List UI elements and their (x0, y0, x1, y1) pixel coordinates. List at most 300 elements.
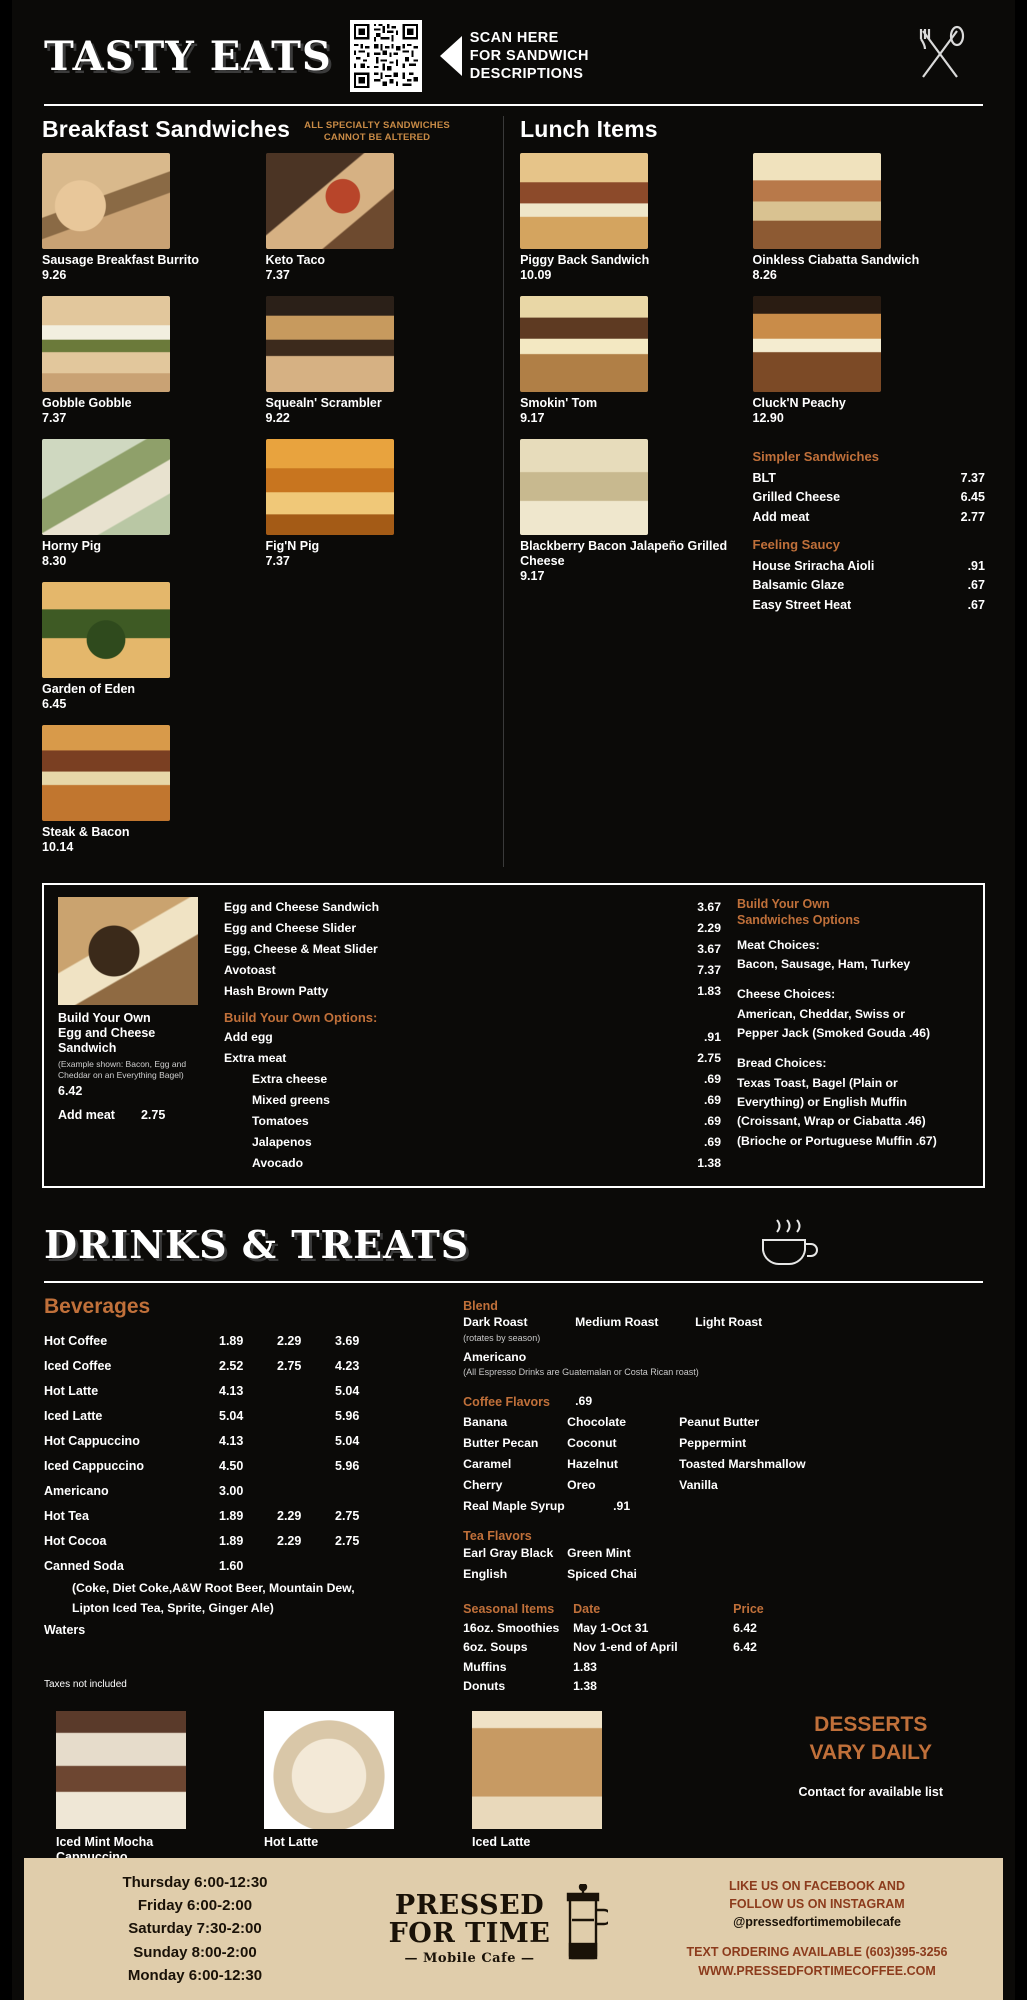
byo-add-meat-label: Add meat (58, 1107, 115, 1122)
maple-row (463, 1496, 983, 1517)
desserts-contact-note: Contact for available list (798, 1785, 943, 1800)
scan-text (470, 29, 589, 83)
waters-label: Waters (44, 1623, 86, 1638)
brand-title: TASTY EATS (44, 32, 332, 80)
menu-item (42, 439, 266, 570)
tea-flavor: English (463, 1566, 508, 1581)
logo-line-2: FOR TIME (388, 1918, 551, 1949)
bread-choices-title: Bread Choices: (737, 1056, 827, 1071)
byo-option-price: 1.38 (697, 1156, 721, 1171)
byo-item-row (224, 897, 721, 918)
bread-choices-line-2: Everything) or English Muffin (737, 1094, 907, 1109)
drinks-columns (34, 1295, 993, 1697)
caption-line-1: Iced Latte (472, 1834, 531, 1849)
byo-option-name: Add egg (224, 1030, 273, 1045)
soda-note-line-1: (Coke, Diet Coke,A&W Root Beer, Mountain Dew, (72, 1581, 355, 1596)
coffee-flavor: Chocolate (567, 1414, 627, 1429)
breakfast-title: Breakfast Sandwiches (42, 116, 291, 142)
americano-row (463, 1348, 983, 1368)
drink-photo-card (264, 1711, 394, 1851)
byo-item-row (224, 981, 721, 1002)
blend-title: Blend (463, 1299, 498, 1314)
item-photo (266, 296, 394, 392)
soda-note-line-2: Lipton Iced Tea, Sprite, Ginger Ale) (72, 1600, 274, 1615)
beverage-price-1: 5.04 (219, 1409, 244, 1424)
item-price: 6.45 (42, 696, 67, 711)
qr-code[interactable] (350, 20, 422, 92)
blend-row (463, 1313, 983, 1333)
seasonal-date: 1.83 (573, 1659, 597, 1674)
beverage-price-1: 1.89 (219, 1509, 244, 1524)
simpler-price: 6.45 (960, 490, 985, 505)
tea-flavors-title: Tea Flavors (463, 1528, 532, 1543)
cheese-choices-line-2: Pepper Jack (Smoked Gouda .46) (737, 1025, 931, 1040)
byo-right-title (737, 897, 969, 928)
item-name: Oinkless Ciabatta Sandwich (752, 253, 920, 267)
bread-choices-line-3: (Croissant, Wrap or Ciabatta .46) (737, 1114, 926, 1129)
beverage-row (44, 1554, 447, 1579)
caption-line-1: Hot Latte (264, 1834, 319, 1849)
coffee-flavor-row (463, 1433, 983, 1454)
menu-item (520, 296, 752, 427)
item-photo (42, 153, 170, 249)
seasonal-header-price: Price (733, 1601, 764, 1616)
hours-line: Thursday 6:00-12:30 (122, 1873, 268, 1891)
americano-sub: (All Espresso Drinks are Guatemalan or Costa Rican roast) (463, 1367, 699, 1378)
beverage-row (44, 1354, 447, 1379)
build-your-own-box (42, 883, 985, 1188)
beverage-price-3: 2.75 (335, 1509, 360, 1524)
bread-choices-line-4: (Brioche or Portuguese Muffin .67) (737, 1133, 937, 1148)
beverage-name: Canned Soda (44, 1559, 124, 1574)
french-press-icon (560, 1884, 608, 1975)
byo-option-name: Avocado (252, 1156, 304, 1171)
seasonal-date: Nov 1-end of April (573, 1640, 678, 1655)
specialty-note (304, 120, 450, 143)
byo-photo-title-line-1: Build Your Own (58, 1011, 151, 1026)
beverage-price-3: 2.75 (335, 1534, 360, 1549)
beverage-name: Hot Cocoa (44, 1534, 107, 1549)
coffee-cup-icon (749, 1214, 823, 1275)
beverage-price-2 (277, 1379, 335, 1404)
desserts-line-2: VARY DAILY (809, 1741, 933, 1765)
simpler-label: Grilled Cheese (752, 490, 841, 505)
blend-light: Light Roast (695, 1315, 763, 1330)
menu-item (520, 153, 752, 284)
byo-photo-title (58, 1011, 208, 1056)
beverage-row (44, 1479, 447, 1504)
menu-board (12, 0, 1015, 2000)
menu-item (266, 296, 490, 427)
hours-line: Saturday 7:30-2:00 (128, 1920, 262, 1938)
menu-columns (34, 116, 993, 867)
beverage-name: Americano (44, 1484, 109, 1499)
desserts-line-1: DESSERTS (814, 1712, 928, 1736)
drinks-title: DRINKS & TREATS (44, 1222, 470, 1268)
seasonal-row (463, 1677, 983, 1697)
item-price: 8.30 (42, 554, 67, 568)
meat-choices-body: Bacon, Sausage, Ham, Turkey (737, 956, 911, 971)
beverage-price-2 (277, 1404, 335, 1429)
byo-item-price: 3.67 (697, 900, 721, 915)
cheese-choices-line-1: American, Cheddar, Swiss or (737, 1006, 905, 1021)
item-name: Keto Taco (265, 253, 326, 267)
menu-item (520, 439, 752, 615)
item-photo (520, 296, 648, 392)
cafe-logo (340, 1884, 657, 1975)
logo-line-3: — Mobile Cafe — (404, 1951, 535, 1967)
byo-item-price: 7.37 (697, 963, 721, 978)
menu-item (42, 582, 266, 713)
logo-line-1: PRESSED (394, 1889, 545, 1921)
website[interactable]: WWW.PRESSEDFORTIMECOFFEE.COM (698, 1964, 936, 1979)
beverage-row (44, 1529, 447, 1554)
byo-right-title-line-2: Sandwiches Options (737, 913, 860, 927)
scan-line-2: FOR SANDWICH (469, 47, 589, 64)
coffee-flavor: Toasted Marshmallow (679, 1456, 806, 1471)
byo-item-name: Hash Brown Patty (224, 984, 329, 999)
saucy-row (753, 596, 985, 615)
byo-item-row (224, 918, 721, 939)
drink-photo-caption (472, 1835, 602, 1851)
byo-options-title: Build Your Own Options: (224, 1010, 378, 1026)
item-name: Sausage Breakfast Burrito (42, 253, 200, 267)
item-price: 10.09 (520, 268, 552, 283)
byo-photo-block (58, 897, 208, 1174)
beverage-name: Hot Cappuccino (44, 1434, 140, 1449)
coffee-flavor: Hazelnut (567, 1456, 618, 1471)
fork-spoon-icon (909, 23, 971, 90)
byo-option-name: Extra cheese (252, 1072, 328, 1087)
item-photo (42, 439, 170, 535)
beverage-row (44, 1329, 447, 1354)
byo-photo-price: 6.42 (58, 1083, 83, 1098)
menu-item (266, 582, 490, 713)
item-price: 9.26 (42, 268, 67, 283)
taxes-note: Taxes not included (44, 1679, 127, 1691)
seasonal-row (463, 1658, 983, 1678)
item-price: 9.17 (520, 569, 545, 584)
saucy-row (753, 576, 985, 595)
byo-item-name: Egg and Cheese Sandwich (224, 900, 380, 915)
beverage-price-3: 5.04 (335, 1434, 360, 1449)
byo-photo-title-line-3: Sandwich (58, 1041, 117, 1056)
byo-item-row (224, 960, 721, 981)
coffee-flavor: Caramel (463, 1456, 512, 1471)
seasonal-item: 16oz. Smoothies (463, 1620, 560, 1635)
beverage-price-3 (335, 1479, 393, 1504)
beverage-row (44, 1618, 447, 1643)
beverage-price-3: 5.04 (335, 1384, 360, 1399)
blend-dark: Dark Roast (463, 1315, 528, 1330)
byo-option-price: .69 (704, 1093, 721, 1108)
coffee-flavor-row (463, 1475, 983, 1496)
item-price: 7.37 (42, 411, 67, 426)
item-photo (520, 439, 648, 535)
blend-sub: (rotates by season) (463, 1332, 541, 1343)
beverage-name: Iced Cappuccino (44, 1459, 145, 1474)
byo-item-row (224, 939, 721, 960)
saucy-label: Balsamic Glaze (752, 578, 845, 593)
item-price: 7.37 (265, 268, 290, 283)
feeling-saucy-title: Feeling Saucy (752, 536, 840, 552)
beverages-column (44, 1295, 457, 1697)
tea-flavor-row (463, 1564, 983, 1585)
byo-option-price: .69 (704, 1072, 721, 1087)
desserts-note-block (799, 1711, 983, 1800)
byo-item-price: 3.67 (697, 942, 721, 957)
byo-option-row (224, 1090, 721, 1111)
byo-item-name: Avotoast (224, 963, 276, 978)
menu-item (42, 296, 266, 427)
coffee-flavor: Coconut (567, 1435, 617, 1450)
beverage-name: Iced Coffee (44, 1359, 112, 1374)
seasonal-item: Donuts (463, 1679, 506, 1694)
simpler-label: BLT (752, 470, 776, 485)
seasonal-header-row (463, 1599, 983, 1619)
beverage-price-3 (335, 1554, 393, 1579)
byo-photo (58, 897, 198, 1005)
dessert-photos (34, 1697, 993, 1866)
saucy-price: .67 (967, 597, 985, 612)
seasonal-item: Muffins (463, 1659, 507, 1674)
item-price: 9.22 (265, 411, 290, 426)
byo-option-price: .91 (704, 1030, 721, 1045)
seasonal-price: 6.42 (733, 1620, 757, 1635)
simpler-row (753, 508, 985, 527)
menu-item (753, 296, 985, 427)
byo-item-name: Egg, Cheese & Meat Slider (224, 942, 378, 957)
item-photo (42, 582, 170, 678)
social-block (657, 1877, 977, 1981)
byo-add-meat-price: 2.75 (140, 1107, 166, 1122)
hours-line: Friday 6:00-2:00 (137, 1897, 253, 1915)
beverage-price-3: 3.69 (335, 1334, 360, 1349)
menu-item (753, 153, 985, 284)
maple-label: Real Maple Syrup (463, 1498, 565, 1513)
item-name: Piggy Back Sandwich (520, 253, 650, 267)
item-name: Horny Pig (42, 538, 102, 553)
drink-photo (472, 1711, 602, 1829)
saucy-label: Easy Street Heat (752, 597, 852, 612)
beverage-row (44, 1454, 447, 1479)
scan-line-1: SCAN HERE (469, 29, 559, 46)
menu-item (42, 153, 266, 284)
tea-flavor: Spiced Chai (567, 1566, 637, 1581)
byo-option-name: Tomatoes (252, 1114, 309, 1129)
beverage-price-1: 3.00 (219, 1484, 244, 1499)
item-photo (753, 296, 881, 392)
item-name: Garden of Eden (42, 681, 136, 696)
drink-photo-card (472, 1711, 602, 1851)
item-name: Smokin' Tom (520, 395, 598, 410)
tea-flavor: Green Mint (567, 1545, 631, 1560)
beverage-price-2: 2.29 (277, 1534, 302, 1549)
item-photo (42, 725, 170, 821)
byo-right-title-line-1: Build Your Own (737, 897, 830, 912)
coffee-flavor: Vanilla (679, 1477, 718, 1492)
beverage-price-1: 2.52 (219, 1359, 244, 1374)
bread-choices-line-1: Texas Toast, Bagel (Plain or (737, 1075, 898, 1090)
byo-option-price: 2.75 (697, 1051, 721, 1066)
menu-item (266, 439, 490, 570)
beverage-price-2 (277, 1429, 335, 1454)
byo-option-name: Extra meat (224, 1051, 287, 1066)
seasonal-header-item: Seasonal Items (463, 1601, 555, 1616)
drink-photo (56, 1711, 186, 1829)
byo-option-price: .69 (704, 1114, 721, 1129)
lunch-items (520, 153, 985, 627)
footer (24, 1858, 1003, 2000)
simpler-row (753, 488, 985, 507)
seasonal-row (463, 1638, 983, 1658)
beverage-price-2 (277, 1554, 335, 1579)
drink-photo-card (56, 1711, 186, 1866)
byo-option-row (224, 1027, 721, 1048)
text-ordering[interactable]: TEXT ORDERING AVAILABLE (603)395-3256 (686, 1945, 948, 1960)
beverage-price-3: 5.96 (335, 1459, 360, 1474)
item-name: Blackberry Bacon Jalapeño Grilled Cheese (520, 538, 728, 568)
beverage-price-2 (277, 1479, 335, 1504)
seasonal-row (463, 1619, 983, 1639)
coffee-flavor: Banana (463, 1414, 508, 1429)
coffee-flavor: Peanut Butter (679, 1414, 760, 1429)
item-photo (753, 153, 881, 249)
byo-choices-block (737, 897, 969, 1174)
byo-option-row (224, 1048, 721, 1069)
menu-item (42, 725, 266, 856)
drinks-header (44, 1214, 983, 1275)
tea-flavor-row (463, 1543, 983, 1564)
item-photo (266, 153, 394, 249)
byo-option-row (224, 1132, 721, 1153)
byo-add-meat-row (58, 1108, 208, 1122)
beverage-price-2: 2.29 (277, 1334, 302, 1349)
header (34, 14, 993, 102)
beverage-row (44, 1504, 447, 1529)
item-photo (266, 439, 394, 535)
tea-flavor: Earl Gray Black (463, 1545, 554, 1560)
byo-option-row (224, 1069, 721, 1090)
header-divider (44, 104, 983, 106)
beverages-title: Beverages (44, 1295, 151, 1319)
hours-block (50, 1871, 340, 1987)
coffee-flavors-title: Coffee Flavors (463, 1394, 550, 1409)
social-line-1: LIKE US ON FACEBOOK AND (729, 1879, 905, 1894)
saucy-row (753, 557, 985, 576)
scan-line-3: DESCRIPTIONS (469, 66, 584, 83)
beverage-name: Hot Tea (44, 1509, 89, 1524)
item-price: 12.90 (752, 411, 784, 426)
item-name: Fig'N Pig (265, 538, 320, 553)
beverage-price-2: 2.75 (277, 1359, 302, 1374)
drinks-details-column (457, 1295, 983, 1697)
beverage-price-1: 4.13 (219, 1384, 244, 1399)
lunch-title: Lunch Items (520, 116, 658, 142)
beverage-row (44, 1379, 447, 1404)
breakfast-column (42, 116, 504, 867)
scan-callout (440, 29, 589, 83)
logo-text (388, 1889, 551, 1967)
coffee-flavor: Oreo (567, 1477, 596, 1492)
specialty-note-line-2: CANNOT BE ALTERED (323, 131, 431, 143)
coffee-flavors-price: .69 (575, 1393, 593, 1408)
coffee-flavor-row (463, 1412, 983, 1433)
meat-choices-title: Meat Choices: (737, 937, 820, 952)
specialty-note-line-1: ALL SPECIALTY SANDWICHES (304, 120, 450, 132)
maple-price: .91 (613, 1498, 631, 1513)
seasonal-date: May 1-Oct 31 (573, 1620, 649, 1635)
menu-item (266, 153, 490, 284)
byo-item-price: 2.29 (697, 921, 721, 936)
drink-photo (264, 1711, 394, 1829)
seasonal-item: 6oz. Soups (463, 1640, 528, 1655)
blend-medium: Medium Roast (575, 1315, 659, 1330)
byo-item-name: Egg and Cheese Slider (224, 921, 357, 936)
item-photo (520, 153, 648, 249)
lunch-title-row (520, 116, 985, 143)
byo-option-row (224, 1153, 721, 1174)
drinks-divider (44, 1281, 983, 1283)
simpler-row (753, 469, 985, 488)
byo-option-name: Jalapenos (252, 1135, 312, 1150)
item-price: 10.14 (42, 839, 74, 854)
beverage-name: Iced Latte (44, 1409, 103, 1424)
byo-photo-subtitle: (Example shown: Bacon, Egg and Cheddar on an Everything Bagel) (58, 1059, 187, 1080)
social-handle[interactable]: @pressedfortimemobilecafe (733, 1915, 901, 1930)
item-name: Steak & Bacon (42, 824, 130, 839)
beverage-price-3: 5.96 (335, 1409, 360, 1424)
lunch-column (504, 116, 985, 867)
lunch-lists (753, 439, 985, 615)
item-price: 9.17 (520, 411, 545, 426)
seasonal-header-date: Date (573, 1601, 601, 1616)
seasonal-date: 1.38 (573, 1679, 597, 1694)
americano-label: Americano (463, 1349, 527, 1364)
byo-photo-title-line-2: Egg and Cheese (58, 1026, 156, 1041)
caption-line-1: Iced Mint Mocha (56, 1834, 154, 1849)
item-name: Squealn' Scrambler (265, 395, 382, 410)
beverage-price-1: 4.13 (219, 1434, 244, 1449)
coffee-flavor: Peppermint (679, 1435, 747, 1450)
cheese-choices-title: Cheese Choices: (737, 987, 836, 1002)
beverage-price-2 (277, 1454, 335, 1479)
saucy-price: .67 (967, 578, 985, 593)
arrow-left-icon (440, 36, 462, 76)
byo-option-price: .69 (704, 1135, 721, 1150)
beverage-price-1: 1.60 (219, 1559, 244, 1574)
beverage-name: Hot Latte (44, 1384, 99, 1399)
item-name: Gobble Gobble (42, 395, 132, 410)
coffee-flavor: Cherry (463, 1477, 503, 1492)
coffee-flavor-row (463, 1454, 983, 1475)
byo-option-row (224, 1111, 721, 1132)
saucy-label: House Sriracha Aioli (752, 558, 875, 573)
hours-line: Sunday 8:00-2:00 (133, 1943, 257, 1961)
coffee-flavors-header (463, 1392, 983, 1412)
drink-photo-caption (264, 1835, 394, 1851)
beverage-price-3: 4.23 (335, 1359, 360, 1374)
byo-option-name: Mixed greens (252, 1093, 330, 1108)
hours-line: Monday 6:00-12:30 (127, 1966, 263, 1984)
saucy-price: .91 (967, 558, 985, 573)
simpler-price: 2.77 (960, 509, 985, 524)
item-photo (42, 296, 170, 392)
breakfast-items (42, 153, 489, 867)
simpler-sandwiches-title: Simpler Sandwiches (752, 448, 879, 464)
beverage-price-2: 2.29 (277, 1509, 302, 1524)
item-price: 7.37 (265, 554, 290, 568)
